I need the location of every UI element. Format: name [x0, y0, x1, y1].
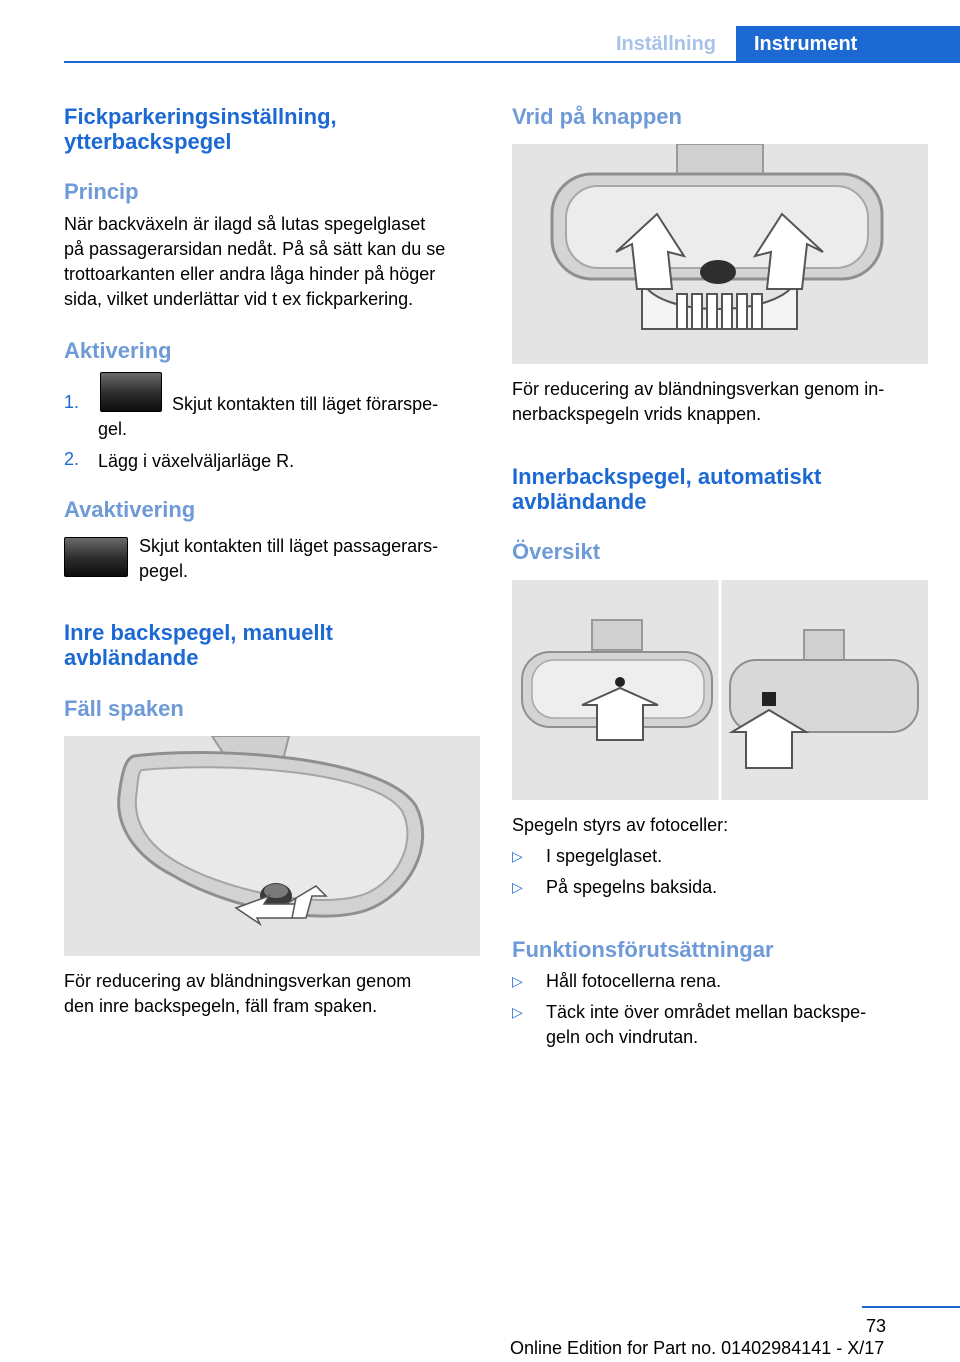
bullet-triangle-icon: ▷ — [512, 973, 523, 989]
heading-aktivering: Aktivering — [64, 338, 172, 363]
heading-vrid-pa-knappen: Vrid på knappen — [512, 104, 682, 129]
funktion-item-1: Håll fotocellerna rena. — [546, 971, 722, 991]
step-number: 2. — [64, 449, 80, 469]
photocells-illustration — [512, 580, 928, 800]
avaktivering-text: Skjut kontakten till läget passagerars- pegel. — [139, 536, 439, 581]
header-tab-instrument[interactable]: Instrument — [736, 26, 960, 62]
spegeln-item-1: I spegelglaset. — [546, 846, 663, 866]
bullet-triangle-icon: ▷ — [512, 848, 523, 864]
figure-photocells — [512, 580, 928, 800]
header-rule — [64, 61, 960, 63]
footer-edition: Online Edition for Part no. 01402984141 - X/17 — [510, 1338, 885, 1358]
bullet-triangle-icon: ▷ — [512, 1004, 523, 1020]
section-title-inre-backspegel: Inre backspegel, manuellt avbländande — [64, 620, 333, 670]
page-number: 73 — [865, 1316, 886, 1336]
heading-fall-spaken: Fäll spaken — [64, 696, 184, 721]
bullet-triangle-icon: ▷ — [512, 879, 523, 895]
section-title-fickparkering: Fickparkeringsinställning, ytterbackspegel — [64, 104, 337, 154]
figure-mirror-knob — [512, 144, 928, 364]
spegeln-item-2: På spegelns baksida. — [546, 877, 718, 897]
funktion-item-2: Täck inte över området mellan backspe- geln och vindrutan. — [546, 1002, 867, 1047]
step-2-text: Lägg i växelväljarläge R. — [98, 451, 295, 471]
section-title-innerbackspegel: Innerbackspegel, automatiskt avbländande — [512, 464, 822, 514]
princip-paragraph: När backväxeln är ilagd så lutas spegelglaset på passagerarsidan nedåt. På så sätt kan du se trottoarkanten eller andra låga hinder på höger sida, vilket underlättar vid t ex fickparkering. — [64, 214, 446, 309]
footer-rule — [862, 1306, 960, 1308]
step-1-text: Skjut kontakten till läget förarspe- — [172, 394, 439, 414]
step-number: 1. — [64, 392, 80, 412]
mirror-switch-passenger-icon — [64, 537, 128, 577]
figure-mirror-lever — [64, 736, 480, 956]
vrid-caption: För reducering av bländningsverkan genom in- nerbackspegeln vrids knappen. — [512, 379, 885, 424]
spegeln-text: Spegeln styrs av fotoceller: — [512, 815, 729, 835]
mirror-knob-illustration — [512, 144, 928, 364]
mirror-switch-driver-icon — [100, 372, 162, 412]
mirror-lever-illustration — [64, 736, 480, 956]
step-1-text-cont: gel. — [98, 419, 128, 439]
heading-princip: Princip — [64, 179, 139, 204]
heading-funktionsforutsattningar: Funktionsförutsättningar — [512, 937, 774, 962]
heading-avaktivering: Avaktivering — [64, 497, 196, 522]
heading-oversikt: Översikt — [512, 539, 601, 564]
header-tab-installning[interactable]: Inställning — [616, 33, 716, 55]
fall-caption: För reducering av bländningsverkan genom den inre backspegeln, fäll fram spaken. — [64, 971, 412, 1016]
